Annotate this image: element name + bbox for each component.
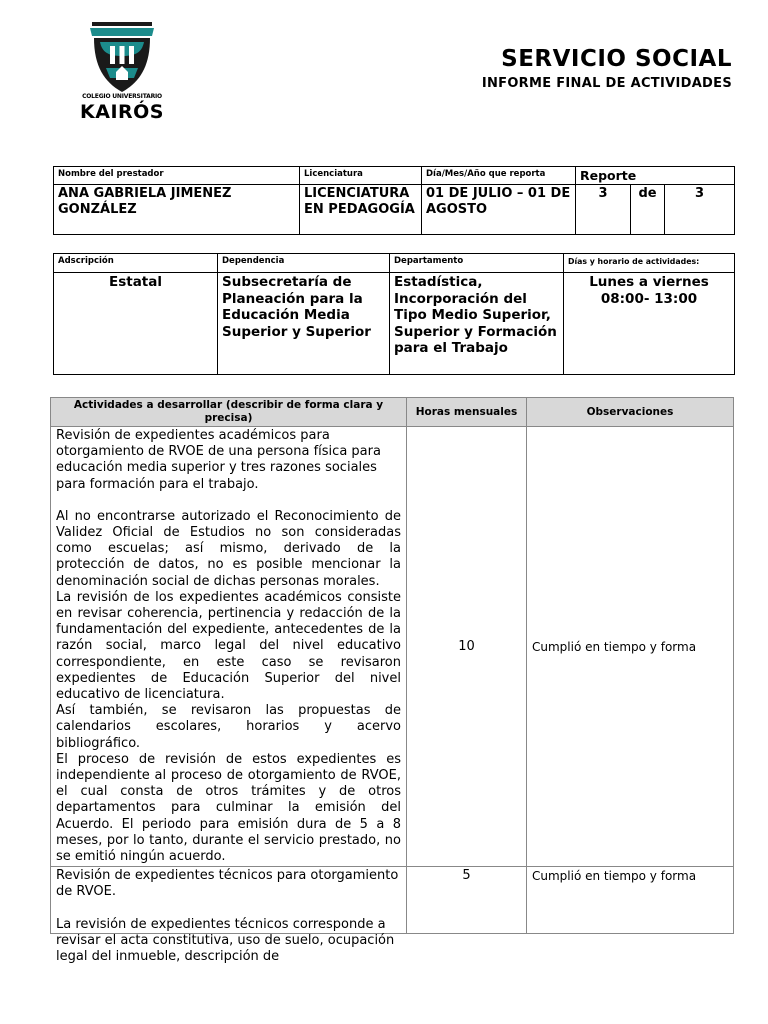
reporte-label: Reporte — [576, 167, 735, 185]
adscripcion-label: Adscripción — [54, 254, 218, 273]
logo-name-text: KAIRÓS — [80, 101, 164, 123]
activity-observation: Cumplió en tiempo y forma — [527, 867, 734, 934]
actividades-header: Actividades a desarrollar (describir de forma clara y precisa) — [51, 398, 407, 427]
activity-paragraph: Revisión de expedientes académicos para otorgamiento de RVOE de una persona física para educación media superior y tres razones sociales para formación para el trabajo. — [56, 428, 381, 492]
reporte-de: de — [631, 185, 665, 235]
activity-paragraph: Al no encontrarse autorizado el Reconocimiento de Validez Oficial de Estudios no son consideradas como escuelas; así mismo, derivado de la protección de datos, no es posible mencionar la denominación social de dichas personas morales. — [56, 508, 401, 589]
document-title: SERVICIO SOCIAL — [501, 46, 732, 72]
activity-paragraph: El proceso de revisión de estos expedientes es independiente al proceso de otorgamiento de RVOE, el cual consta de otros trámites y de otros departamentos para culminar la emisión del Acuerdo. El periodo para emisión dura de 5 a 8 meses, por lo tanto, durante el servicio prestado, no se emitió ningún acuerdo. — [56, 751, 401, 865]
departamento-label: Departamento — [390, 254, 564, 273]
reporte-number: 3 — [576, 185, 631, 235]
fecha-value: 01 DE JULIO – 01 DE AGOSTO — [422, 185, 576, 235]
nombre-value: ANA GABRIELA JIMENEZ GONZÁLEZ — [54, 185, 300, 235]
dependencia-label: Dependencia — [218, 254, 390, 273]
activity-paragraph: La revisión de los expedientes académicos consiste en revisar coherencia, pertinencia y redacción de la fundamentación del expediente, antecedentes de la razón social, marco legal del nivel educativo correspondiente, en este caso se revisaron expedientes de Educación Superior del nivel educativo de licenciatura. — [56, 589, 401, 703]
dias-value: Lunes a viernes — [589, 274, 709, 290]
adscripcion-value: Estatal — [54, 273, 218, 375]
nombre-label: Nombre del prestador — [54, 167, 300, 185]
assignment-table — [53, 253, 735, 375]
horas-value: 08:00- 13:00 — [600, 290, 698, 307]
prestador-info-table — [53, 166, 735, 235]
horario-value — [564, 273, 735, 375]
activities-table — [50, 397, 734, 965]
table-row — [51, 867, 734, 934]
dependencia-value: Subsecretaría de Planeación para la Educación Media Superior y Superior — [218, 273, 390, 375]
licenciatura-label: Licenciatura — [300, 167, 422, 185]
observaciones-header: Observaciones — [527, 398, 734, 427]
activity-observation: Cumplió en tiempo y forma — [527, 427, 734, 867]
activity-hours: 5 — [407, 867, 527, 934]
activity-description — [51, 427, 407, 867]
activity-paragraph: Revisión de expedientes técnicos para otorgamiento de RVOE. — [56, 868, 399, 900]
licenciatura-value: LICENCIATURA EN PEDAGOGÍA — [300, 185, 422, 235]
logo-college-text: COLEGIO UNIVERSITARIO — [82, 93, 162, 100]
activity-paragraph: Así también, se revisaron las propuestas de calendarios escolares, horarios y acervo bibliográfico. — [56, 703, 401, 751]
horario-label: Días y horario de actividades: — [564, 254, 735, 273]
activity-paragraph: La revisión de expedientes técnicos corresponde a revisar el acta constitutiva, uso de suelo, ocupación legal del inmueble, descripción de — [56, 916, 395, 965]
document-subtitle: INFORME FINAL DE ACTIVIDADES — [481, 76, 732, 91]
activity-hours: 10 — [407, 427, 527, 867]
horas-header: Horas mensuales — [407, 398, 527, 427]
departamento-value: Estadística, Incorporación del Tipo Medio Superior, Superior y Formación para el Trabajo — [390, 273, 564, 375]
fecha-label: Día/Mes/Año que reporta — [422, 167, 576, 185]
table-row — [51, 427, 734, 867]
activity-description — [51, 867, 407, 965]
reporte-total: 3 — [665, 185, 735, 235]
